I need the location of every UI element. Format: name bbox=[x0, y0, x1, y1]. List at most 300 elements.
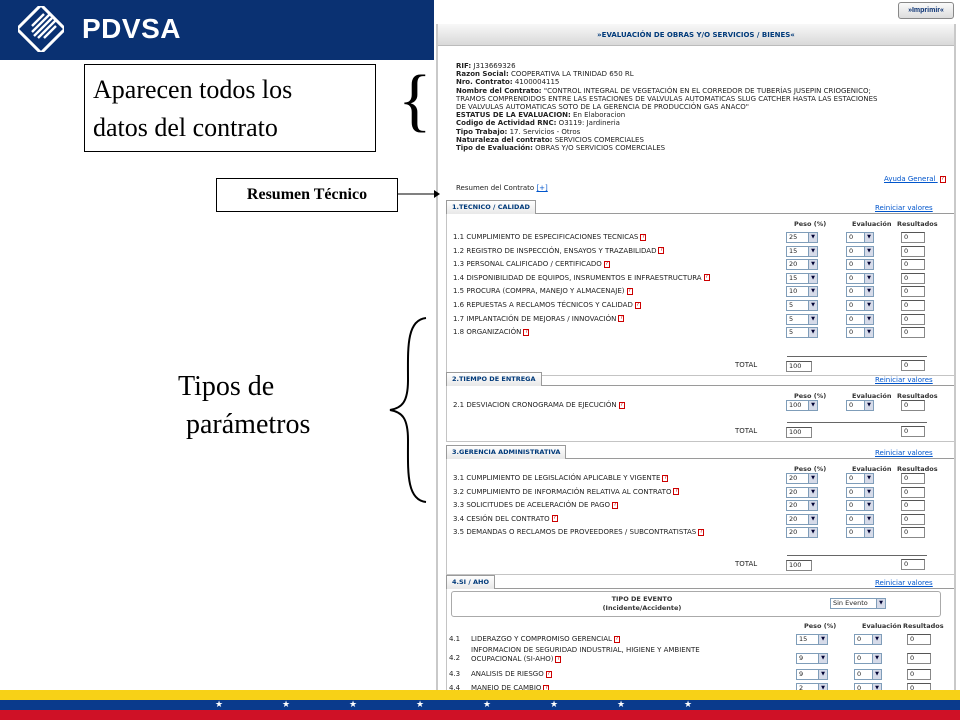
info-value: DE VALVULAS AUTOMATICAS SOTO DE LA GERENCIA DE PRODUCCIÓN GAS ANACO" bbox=[456, 103, 749, 111]
evaluation-select[interactable] bbox=[846, 286, 874, 297]
chevron-down-icon: ▼ bbox=[818, 654, 827, 663]
weight-select[interactable] bbox=[786, 500, 818, 511]
criteria-row bbox=[447, 245, 955, 259]
chevron-down-icon: ▼ bbox=[864, 315, 873, 324]
weight-select-value: 9 bbox=[799, 654, 804, 662]
criteria-label bbox=[453, 260, 610, 268]
total-result-field[interactable]: 0 bbox=[901, 559, 925, 570]
criteria-number: 4.3 bbox=[449, 670, 461, 678]
weight-select[interactable] bbox=[786, 487, 818, 498]
chevron-down-icon: ▼ bbox=[808, 287, 817, 296]
weight-select-value: 10 bbox=[789, 287, 798, 296]
chevron-down-icon: ▼ bbox=[864, 233, 873, 242]
criteria-label bbox=[471, 635, 620, 644]
event-type-title: TIPO DE EVENTO bbox=[611, 595, 673, 603]
help-icon[interactable]: ? bbox=[547, 670, 551, 677]
weight-select-value: 2 bbox=[799, 684, 804, 690]
star-icon: ★ bbox=[349, 700, 358, 710]
weight-select-value: 20 bbox=[789, 487, 798, 496]
reset-values-link[interactable]: Reiniciar valores bbox=[875, 449, 933, 457]
print-button[interactable]: »Imprimir« bbox=[898, 2, 954, 19]
info-line bbox=[456, 95, 878, 103]
chevron-down-icon: ▼ bbox=[864, 515, 873, 524]
weight-select[interactable] bbox=[786, 327, 818, 338]
criteria-text: 3.4 CESIÓN DEL CONTRATO bbox=[453, 514, 550, 523]
criteria-text: LIDERAZGO Y COMPROMISO GERENCIAL bbox=[471, 635, 612, 643]
chevron-down-icon: ▼ bbox=[864, 287, 873, 296]
chevron-down-icon: ▼ bbox=[864, 328, 873, 337]
weight-select-value: 15 bbox=[799, 635, 808, 643]
result-field[interactable]: 0 bbox=[901, 286, 925, 297]
section-tab[interactable]: 2.TIEMPO DE ENTREGA bbox=[446, 372, 542, 386]
weight-select[interactable] bbox=[786, 514, 818, 525]
params-line: parámetros bbox=[186, 409, 311, 440]
criteria-row bbox=[447, 668, 955, 682]
criteria-row bbox=[447, 299, 955, 313]
contract-data-callout bbox=[84, 64, 376, 152]
criteria-text: 1.6 REPUESTAS A RECLAMOS TÉCNICOS Y CALIDAD bbox=[453, 301, 633, 309]
arrow-icon bbox=[398, 188, 440, 200]
criteria-row bbox=[447, 499, 955, 513]
criteria-label bbox=[453, 315, 624, 323]
criteria-section bbox=[446, 375, 956, 442]
weight-select-value: 9 bbox=[799, 670, 804, 678]
weight-select[interactable] bbox=[786, 473, 818, 484]
info-label: RIF: bbox=[456, 62, 472, 70]
weight-select-value: 20 bbox=[789, 474, 798, 482]
column-header: Evaluación bbox=[852, 392, 892, 400]
criteria-row bbox=[447, 633, 955, 647]
result-field[interactable]: 0 bbox=[901, 514, 925, 525]
criteria-label bbox=[453, 501, 618, 509]
total-weight-field[interactable]: 100 bbox=[786, 361, 812, 372]
total-divider bbox=[787, 422, 927, 423]
info-line bbox=[456, 70, 634, 78]
evaluation-select[interactable] bbox=[854, 634, 882, 645]
section-tab[interactable]: 1.TECNICO / CALIDAD bbox=[446, 200, 536, 214]
result-field[interactable]: 0 bbox=[901, 273, 925, 284]
evaluation-select[interactable] bbox=[846, 500, 874, 511]
weight-select[interactable] bbox=[786, 273, 818, 284]
callout-line: datos del contrato bbox=[93, 113, 278, 142]
criteria-number: 4.2 bbox=[449, 654, 461, 662]
criteria-row bbox=[447, 486, 955, 500]
evaluation-select-value: 0 bbox=[849, 260, 854, 269]
help-icon[interactable]: ? bbox=[664, 474, 667, 481]
criteria-label bbox=[453, 287, 633, 295]
column-header: Evaluación bbox=[852, 465, 892, 473]
result-field[interactable]: 0 bbox=[901, 527, 925, 538]
result-field[interactable]: 0 bbox=[901, 487, 925, 498]
form-title: »EVALUACIÓN DE OBRAS Y/O SERVICIOS / BIENES« bbox=[438, 24, 954, 46]
weight-select-value: 20 bbox=[789, 514, 798, 523]
evaluation-select[interactable] bbox=[854, 669, 882, 680]
info-label: Razon Social: bbox=[456, 70, 509, 79]
chevron-down-icon: ▼ bbox=[818, 670, 827, 679]
result-field[interactable]: 0 bbox=[907, 669, 931, 680]
column-header: Resultados bbox=[897, 465, 938, 473]
chevron-down-icon: ▼ bbox=[808, 528, 817, 537]
evaluation-select[interactable] bbox=[846, 246, 874, 257]
criteria-text: 1.8 ORGANIZACIÓN bbox=[453, 328, 522, 337]
info-value: 17. Servicios - Otros bbox=[507, 127, 581, 136]
result-field[interactable]: 0 bbox=[901, 400, 925, 411]
criteria-text: MANEJO DE CAMBIO bbox=[471, 684, 542, 690]
chevron-down-icon: ▼ bbox=[872, 684, 881, 690]
help-icon[interactable]: ? bbox=[557, 655, 560, 662]
weight-select[interactable] bbox=[786, 259, 818, 270]
pdvsa-logo-icon bbox=[18, 6, 64, 52]
weight-select[interactable] bbox=[786, 300, 818, 311]
criteria-section bbox=[446, 203, 956, 376]
column-header: Peso (%) bbox=[794, 465, 827, 473]
criteria-label bbox=[453, 528, 704, 536]
params-line: Tipos de bbox=[178, 371, 275, 402]
event-type-select-value: Sin Evento bbox=[833, 599, 868, 607]
criteria-text: 3.5 DEMANDAS O RECLAMOS DE PROVEEDORES / SUBCONTRATISTAS bbox=[453, 528, 697, 537]
evaluation-select-value: 0 bbox=[849, 273, 854, 282]
result-field[interactable]: 0 bbox=[901, 300, 925, 311]
weight-select[interactable] bbox=[786, 286, 818, 297]
evaluation-select[interactable] bbox=[846, 514, 874, 525]
info-value: TRAMOS COMPRENDIDOS ENTRE LAS ESTACIONES DE VALVULAS AUTOMATICAS SLUG CATCHER HASTA LAS ESTACIONES bbox=[456, 94, 878, 103]
weight-select[interactable] bbox=[786, 232, 818, 243]
weight-select[interactable] bbox=[796, 669, 828, 680]
star-icon: ★ bbox=[550, 700, 559, 710]
weight-select-value: 100 bbox=[789, 401, 802, 409]
help-icon: ? bbox=[941, 175, 944, 182]
info-value: OBRAS Y/O SERVICIOS COMERCIALES bbox=[532, 144, 666, 152]
criteria-row bbox=[447, 399, 955, 413]
column-header: Peso (%) bbox=[794, 392, 827, 400]
criteria-text: 2.1 DESVIACION CRONOGRAMA DE EJECUCIÓN bbox=[453, 401, 617, 409]
info-line bbox=[456, 62, 516, 70]
result-field[interactable]: 0 bbox=[907, 683, 931, 690]
result-field[interactable]: 0 bbox=[901, 327, 925, 338]
brand-header bbox=[0, 0, 434, 60]
evaluation-select-value: 0 bbox=[857, 670, 862, 678]
criteria-text: 3.3 SOLICITUDES DE ACELERACIÓN DE PAGO bbox=[453, 501, 611, 510]
weight-select-value: 5 bbox=[789, 328, 794, 337]
chevron-down-icon: ▼ bbox=[864, 488, 873, 497]
parameter-types-label bbox=[178, 368, 310, 444]
chevron-down-icon: ▼ bbox=[808, 401, 817, 410]
info-label: Naturaleza del contrato: bbox=[456, 135, 553, 144]
chevron-down-icon: ▼ bbox=[808, 247, 817, 256]
criteria-label bbox=[453, 515, 558, 523]
evaluation-select[interactable] bbox=[846, 400, 874, 411]
brace-icon: { bbox=[398, 62, 432, 139]
result-field[interactable]: 0 bbox=[901, 246, 925, 257]
info-label: Tipo de Evaluación: bbox=[456, 144, 533, 152]
callout-line: Aparecen todos los bbox=[93, 75, 293, 104]
chevron-down-icon: ▼ bbox=[808, 274, 817, 283]
criteria-label bbox=[453, 247, 664, 255]
summary-expand-link[interactable]: [+] bbox=[536, 184, 548, 192]
chevron-down-icon: ▼ bbox=[864, 301, 873, 310]
chevron-down-icon: ▼ bbox=[808, 328, 817, 337]
weight-select-value: 25 bbox=[789, 233, 798, 241]
help-icon[interactable]: ? bbox=[628, 287, 631, 294]
weight-select-value: 15 bbox=[789, 246, 798, 255]
criteria-text: 1.7 IMPLANTACIÓN DE MEJORAS / INNOVACIÓN bbox=[453, 314, 617, 323]
criteria-row bbox=[447, 313, 955, 327]
total-label: TOTAL bbox=[735, 427, 758, 435]
info-line bbox=[456, 144, 665, 152]
criteria-row bbox=[447, 231, 955, 245]
chevron-down-icon: ▼ bbox=[808, 474, 817, 483]
flag-yellow-band bbox=[0, 690, 960, 700]
total-label: TOTAL bbox=[735, 560, 758, 568]
total-weight-field[interactable]: 100 bbox=[786, 560, 812, 571]
evaluation-select[interactable] bbox=[854, 653, 882, 664]
total-weight-field[interactable]: 100 bbox=[786, 427, 812, 438]
help-icon[interactable]: ? bbox=[545, 684, 548, 690]
criteria-text: 1.1 CUMPLIMIENTO DE ESPECIFICACIONES TECNICAS bbox=[453, 233, 639, 241]
criteria-label bbox=[471, 646, 700, 664]
info-line bbox=[456, 136, 644, 144]
evaluation-select-value: 0 bbox=[849, 301, 854, 309]
evaluation-form bbox=[436, 24, 956, 690]
chevron-down-icon: ▼ bbox=[864, 260, 873, 269]
summary-label: Resumen del Contrato bbox=[456, 184, 535, 192]
evaluation-select-value: 0 bbox=[849, 246, 854, 255]
criteria-text: 1.4 DISPONIBILIDAD DE EQUIPOS, INSRUMENTOS E INFRAESTRUCTURA bbox=[453, 273, 702, 282]
criteria-row bbox=[447, 326, 955, 340]
result-field[interactable]: 0 bbox=[907, 634, 931, 645]
criteria-label bbox=[453, 401, 625, 409]
weight-select[interactable] bbox=[786, 246, 818, 257]
flag-blue-band bbox=[0, 700, 960, 710]
chevron-down-icon: ▼ bbox=[864, 401, 873, 410]
info-value: "CONTROL INTEGRAL DE VEGETACIÓN EN EL CORREDOR DE TUBERÍAS JUSEPIN CRIOGENICO; bbox=[541, 86, 871, 95]
help-icon[interactable]: ? bbox=[620, 315, 623, 322]
info-value: 4100004115 bbox=[512, 78, 560, 87]
weight-select[interactable] bbox=[786, 314, 818, 325]
technical-summary-callout: Resumen Técnico bbox=[216, 178, 398, 212]
criteria-section bbox=[446, 448, 956, 575]
info-line bbox=[456, 78, 559, 86]
help-icon[interactable]: ? bbox=[705, 274, 708, 281]
result-field[interactable]: 0 bbox=[901, 259, 925, 270]
chevron-down-icon: ▼ bbox=[808, 233, 817, 242]
evaluation-select-value: 0 bbox=[849, 287, 854, 296]
info-value: SERVICIOS COMERCIALES bbox=[552, 135, 644, 144]
info-line bbox=[456, 111, 625, 119]
total-result-field[interactable]: 0 bbox=[901, 360, 925, 371]
weight-select-value: 20 bbox=[789, 501, 798, 510]
criteria-row bbox=[447, 682, 955, 690]
evaluation-select-value: 0 bbox=[857, 654, 862, 662]
evaluation-select-value: 0 bbox=[849, 528, 854, 537]
info-line bbox=[456, 119, 620, 127]
result-field[interactable]: 0 bbox=[907, 653, 931, 664]
chevron-down-icon: ▼ bbox=[876, 599, 885, 608]
flag-red-band bbox=[0, 710, 960, 720]
evaluation-select[interactable] bbox=[846, 259, 874, 270]
evaluation-select-value: 0 bbox=[849, 328, 854, 337]
criteria-text: ANALISIS DE RIESGO bbox=[471, 670, 544, 678]
chevron-down-icon: ▼ bbox=[872, 635, 881, 644]
info-label: Nro. Contrato: bbox=[456, 78, 513, 87]
help-icon[interactable]: ? bbox=[605, 260, 609, 267]
chevron-down-icon: ▼ bbox=[808, 260, 817, 269]
star-icon: ★ bbox=[684, 700, 693, 710]
info-value: En Elaboracion bbox=[570, 111, 626, 120]
help-icon[interactable]: ? bbox=[641, 233, 645, 240]
chevron-down-icon: ▼ bbox=[818, 684, 827, 690]
criteria-number: 4.4 bbox=[449, 684, 461, 690]
large-brace-icon bbox=[378, 310, 438, 510]
evaluation-select[interactable] bbox=[846, 473, 874, 484]
criteria-row bbox=[447, 648, 955, 668]
chevron-down-icon: ▼ bbox=[864, 528, 873, 537]
venezuela-flag-stripe bbox=[0, 690, 960, 720]
criteria-row bbox=[447, 526, 955, 540]
evaluation-select[interactable] bbox=[846, 487, 874, 498]
evaluation-select-value: 0 bbox=[849, 233, 854, 241]
criteria-label bbox=[453, 301, 641, 309]
summary-row bbox=[456, 184, 548, 192]
weight-select-value: 5 bbox=[789, 314, 794, 323]
info-label: Codigo de Actividad RNC: bbox=[456, 119, 557, 128]
star-icon: ★ bbox=[483, 700, 492, 710]
event-type-select[interactable] bbox=[830, 598, 886, 609]
info-value: O3119: Jardineria bbox=[556, 119, 620, 128]
chevron-down-icon: ▼ bbox=[808, 301, 817, 310]
evaluation-select[interactable] bbox=[846, 300, 874, 311]
chevron-down-icon: ▼ bbox=[864, 247, 873, 256]
info-label: Tipo Trabajo: bbox=[456, 127, 508, 136]
help-icon[interactable]: ? bbox=[525, 328, 528, 335]
chevron-down-icon: ▼ bbox=[808, 315, 817, 324]
info-label: Nombre del Contrato: bbox=[456, 86, 542, 95]
weight-select[interactable] bbox=[786, 527, 818, 538]
star-icon: ★ bbox=[416, 700, 425, 710]
criteria-text: 3.2 CUMPLIMIENTO DE INFORMACIÓN RELATIVA AL CONTRATO bbox=[453, 487, 672, 496]
chevron-down-icon: ▼ bbox=[872, 670, 881, 679]
result-field[interactable]: 0 bbox=[901, 314, 925, 325]
column-header: Resultados bbox=[903, 622, 944, 630]
criteria-label bbox=[453, 328, 529, 336]
star-icon: ★ bbox=[617, 700, 626, 710]
criteria-label bbox=[453, 474, 668, 482]
info-line bbox=[456, 128, 580, 136]
section-divider bbox=[446, 588, 956, 589]
help-icon[interactable]: ? bbox=[660, 247, 663, 254]
weight-select-value: 20 bbox=[789, 260, 798, 269]
evaluation-select[interactable] bbox=[846, 327, 874, 338]
total-result-field[interactable]: 0 bbox=[901, 426, 925, 437]
weight-select[interactable] bbox=[796, 634, 828, 645]
chevron-down-icon: ▼ bbox=[864, 501, 873, 510]
help-link[interactable]: Ayuda General ? bbox=[884, 175, 944, 183]
weight-select[interactable] bbox=[796, 653, 828, 664]
evaluation-select-value: 0 bbox=[857, 635, 862, 643]
column-header: Resultados bbox=[897, 220, 938, 228]
help-icon[interactable]: ? bbox=[615, 635, 619, 642]
info-label: ESTATUS DE LA EVALUACION: bbox=[456, 111, 571, 120]
info-line bbox=[456, 87, 871, 95]
column-header: Peso (%) bbox=[804, 622, 837, 630]
weight-select[interactable] bbox=[786, 400, 818, 411]
evaluation-select[interactable] bbox=[846, 273, 874, 284]
chevron-down-icon: ▼ bbox=[864, 274, 873, 283]
column-header: Evaluación bbox=[862, 622, 902, 630]
chevron-down-icon: ▼ bbox=[872, 654, 881, 663]
section-tab[interactable]: 4.SI / AHO bbox=[446, 575, 495, 589]
evaluation-select-value: 0 bbox=[849, 514, 854, 523]
reset-values-link[interactable]: Reiniciar valores bbox=[875, 376, 933, 384]
criteria-row bbox=[447, 472, 955, 486]
event-type-subtitle: (Incidente/Accidente) bbox=[602, 604, 682, 612]
total-divider bbox=[787, 555, 927, 556]
criteria-text: 1.2 REGISTRO DE INSPECCIÓN, ENSAYOS Y TRAZABILIDAD bbox=[453, 246, 657, 255]
chevron-down-icon: ▼ bbox=[864, 474, 873, 483]
chevron-down-icon: ▼ bbox=[808, 488, 817, 497]
help-icon[interactable]: ? bbox=[699, 528, 703, 535]
weight-select-value: 20 bbox=[789, 528, 798, 537]
column-header: Peso (%) bbox=[794, 220, 827, 228]
result-field[interactable]: 0 bbox=[901, 473, 925, 484]
help-icon[interactable]: ? bbox=[553, 515, 556, 522]
event-type-box bbox=[451, 591, 941, 617]
section-tab[interactable]: 3.GERENCIA ADMINISTRATIVA bbox=[446, 445, 566, 459]
criteria-row bbox=[447, 513, 955, 527]
star-icon: ★ bbox=[215, 700, 224, 710]
evaluation-select[interactable] bbox=[846, 527, 874, 538]
brand-name: PDVSA bbox=[82, 13, 181, 44]
info-value: J313669326 bbox=[471, 62, 516, 70]
result-field[interactable]: 0 bbox=[901, 232, 925, 243]
evaluation-select-value: 0 bbox=[849, 501, 854, 510]
evaluation-select-value: 0 bbox=[849, 401, 854, 409]
evaluation-select-value: 0 bbox=[857, 684, 862, 690]
column-header: Resultados bbox=[897, 392, 938, 400]
info-value: COOPERATIVA LA TRINIDAD 650 RL bbox=[508, 70, 634, 79]
criteria-text: OCUPACIONAL (SI-AHO) bbox=[471, 655, 554, 663]
evaluation-select-value: 0 bbox=[849, 314, 854, 323]
evaluation-select[interactable] bbox=[854, 683, 882, 690]
weight-select[interactable] bbox=[796, 683, 828, 690]
star-icon: ★ bbox=[282, 700, 291, 710]
criteria-text: 3.1 CUMPLIMIENTO DE LEGISLACIÓN APLICABLE Y VIGENTE bbox=[453, 474, 661, 482]
reset-values-link[interactable]: Reiniciar valores bbox=[875, 204, 933, 212]
criteria-label bbox=[453, 233, 646, 241]
chevron-down-icon: ▼ bbox=[808, 515, 817, 524]
criteria-row bbox=[447, 272, 955, 286]
criteria-row bbox=[447, 285, 955, 299]
evaluation-select-value: 0 bbox=[849, 487, 854, 496]
column-header: Evaluación bbox=[852, 220, 892, 228]
criteria-text: 1.5 PROCURA (COMPRA, MANEJO Y ALMACENAJE) bbox=[453, 287, 625, 296]
chevron-down-icon: ▼ bbox=[818, 635, 827, 644]
help-icon[interactable]: ? bbox=[613, 501, 617, 508]
total-divider bbox=[787, 356, 927, 357]
weight-select-value: 15 bbox=[789, 273, 798, 282]
help-icon[interactable]: ? bbox=[636, 301, 640, 308]
chevron-down-icon: ▼ bbox=[808, 501, 817, 510]
result-field[interactable]: 0 bbox=[901, 500, 925, 511]
help-icon[interactable]: ? bbox=[675, 488, 678, 495]
criteria-text: 1.3 PERSONAL CALIFICADO / CERTIFICADO bbox=[453, 260, 602, 269]
help-icon[interactable]: ? bbox=[620, 401, 623, 408]
evaluation-select[interactable] bbox=[846, 232, 874, 243]
evaluation-select-value: 0 bbox=[849, 474, 854, 482]
reset-values-link[interactable]: Reiniciar valores bbox=[875, 579, 933, 587]
evaluation-select[interactable] bbox=[846, 314, 874, 325]
weight-select-value: 5 bbox=[789, 301, 794, 309]
